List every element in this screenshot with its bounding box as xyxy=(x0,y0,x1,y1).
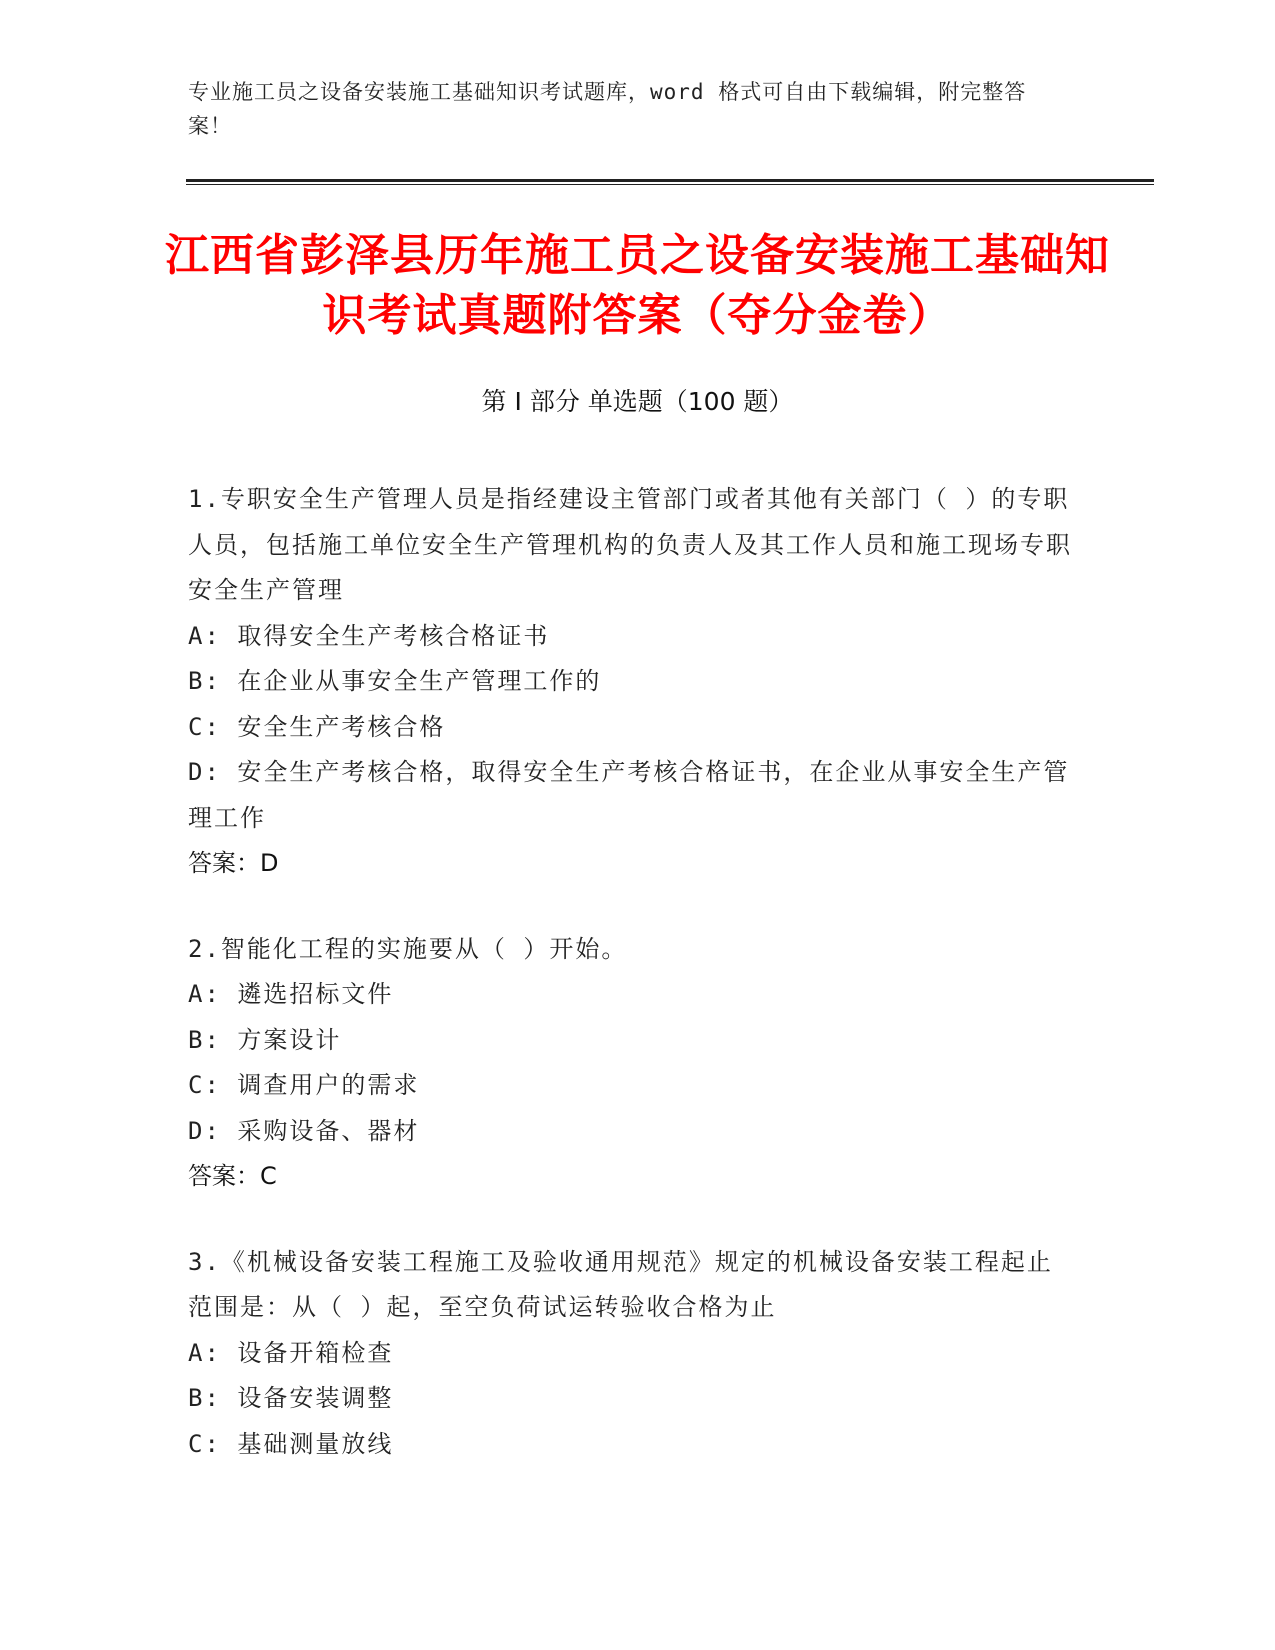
question-stem: 1.专职安全生产管理人员是指经建设主管部门或者其他有关部门（ ）的专职人员，包括施工单位安全生产管理机构的负责人及其工作人员和施工现场专职安全生产管理 xyxy=(188,485,1072,604)
question-3 xyxy=(188,1240,1078,1468)
option-c: C: 安全生产考核合格 xyxy=(188,712,446,741)
option-b: B: 设备安装调整 xyxy=(188,1384,394,1412)
question-stem: 2.智能化工程的实施要从（ ）开始。 xyxy=(188,934,628,963)
question-stem: 3.《机械设备安装工程施工及验收通用规范》规定的机械设备安装工程起止范围是：从（ ）起，至空负荷试运转验收合格为止 xyxy=(188,1247,1053,1321)
header-rule-thick xyxy=(186,179,1154,182)
header-rule-thin xyxy=(186,184,1154,185)
question-1 xyxy=(188,477,1078,887)
section-title: 第 I 部分 单选题（100 题） xyxy=(481,387,794,416)
answer: 答案：C xyxy=(188,1162,277,1190)
option-d: D: 采购设备、器材 xyxy=(188,1116,420,1145)
option-a: A: 设备开箱检查 xyxy=(188,1338,394,1367)
question-2 xyxy=(188,927,1078,1200)
option-d: D: 安全生产考核合格，取得安全生产考核合格证书，在企业从事安全生产管理工作 xyxy=(188,758,1070,832)
option-c: C: 调查用户的需求 xyxy=(188,1071,420,1099)
document-title: 江西省彭泽县历年施工员之设备安装施工基础知识考试真题附答案（夺分金卷） xyxy=(165,230,1110,341)
option-b: B: 方案设计 xyxy=(188,1025,342,1054)
answer: 答案：D xyxy=(188,849,279,877)
question-list xyxy=(188,477,1078,1507)
option-a: A: 取得安全生产考核合格证书 xyxy=(188,621,550,650)
option-b: B: 在企业从事安全生产管理工作的 xyxy=(188,667,602,695)
header-note: 专业施工员之设备安装施工基础知识考试题库，word 格式可自由下载编辑，附完整答案！ xyxy=(188,80,1027,138)
option-c: C: 基础测量放线 xyxy=(188,1429,394,1458)
option-a: A: 遴选招标文件 xyxy=(188,980,394,1008)
